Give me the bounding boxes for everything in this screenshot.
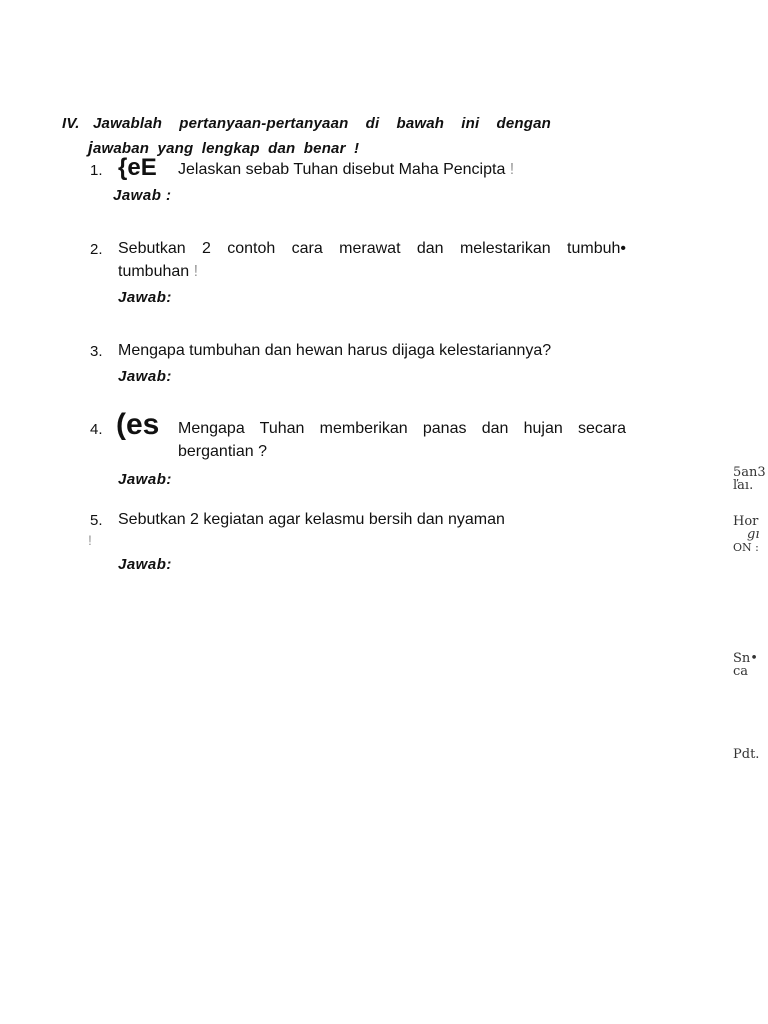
question-2-mark: !: [193, 263, 199, 280]
margin-note-3: [733, 652, 758, 678]
question-2-number: 2.: [90, 241, 103, 258]
question-5-answer-label: Jawab:: [118, 556, 172, 573]
section-numeral: IV.: [62, 115, 80, 132]
question-1-mark: !: [509, 161, 515, 178]
instruction-dropcap: j: [88, 138, 93, 157]
question-2-text-line-2-body: tumbuhan: [118, 263, 190, 280]
margin-note-4: Pdt.: [733, 747, 760, 762]
question-3-text: Mengapa tumbuhan dan hewan harus dijaga kelestariannya?: [118, 342, 552, 359]
margin-note-1-line-1: 5an3: [733, 465, 766, 480]
question-1-scan-artifact: {eE: [118, 154, 157, 181]
margin-note-1-line-2: ľaı.: [733, 478, 754, 493]
question-5-mark: !: [88, 532, 92, 548]
question-1-answer-label: Jawab :: [113, 187, 172, 204]
margin-note-2-line-1: Hor: [733, 514, 759, 529]
margin-note-2-line-2: gı: [747, 527, 760, 542]
margin-note-3-line-1: Sn•: [733, 651, 758, 666]
question-4-number: 4.: [90, 421, 103, 438]
question-4-answer-label: Jawab:: [118, 471, 172, 488]
instruction-line-1: Jawablah pertanyaan-pertanyaan di bawah ini dengan: [93, 115, 551, 132]
question-1-text-body: Jelaskan sebab Tuhan disebut Maha Pencipta: [178, 161, 506, 178]
margin-note-3-line-2: ca: [733, 664, 749, 679]
question-1-text: [178, 161, 514, 179]
question-4-text-line-1: Mengapa Tuhan memberikan panas dan hujan secara: [178, 420, 626, 437]
question-4-scan-artifact: (es: [116, 408, 160, 441]
question-2-text-line-2: [118, 263, 198, 281]
margin-note-2-line-3: ON :: [733, 541, 759, 554]
margin-note-2: [733, 515, 759, 554]
question-2-answer-label: Jawab:: [118, 289, 172, 306]
question-2-text-line-1: Sebutkan 2 contoh cara merawat dan melestarikan tumbuh•: [118, 240, 626, 257]
question-3-number: 3.: [90, 343, 103, 360]
margin-note-1: [733, 466, 766, 492]
question-5-text: Sebutkan 2 kegiatan agar kelasmu bersih dan nyaman: [118, 511, 505, 528]
question-4-text-line-2: bergantian ?: [178, 443, 267, 460]
question-5-number: 5.: [90, 512, 103, 529]
question-3-answer-label: Jawab:: [118, 368, 172, 385]
question-1-number: 1.: [90, 162, 103, 179]
instruction-line-2-text: awaban yang lengkap dan benar !: [92, 140, 360, 157]
